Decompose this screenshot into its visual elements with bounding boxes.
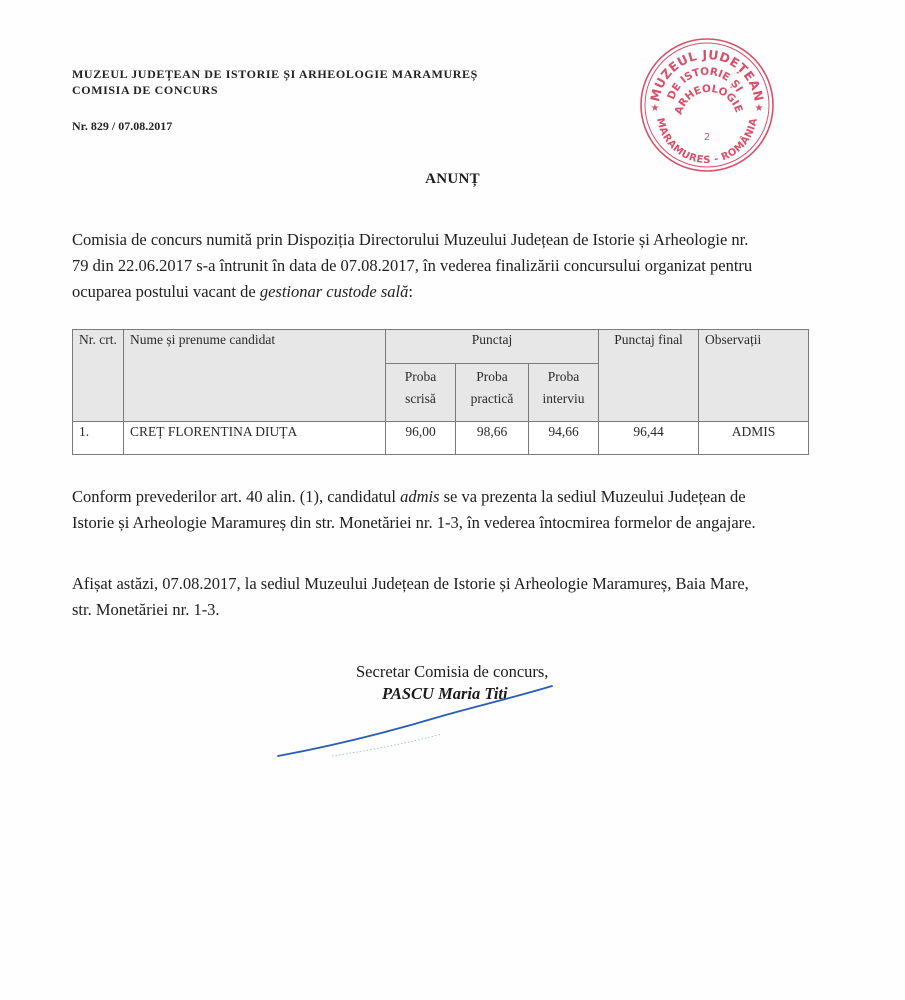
intro-line-3-text: ocuparea postului vacant de (72, 282, 260, 301)
svg-text:MARAMURES - ROMÂNIA: MARAMURES - ROMÂNIA (654, 116, 760, 166)
intro-line-3-colon: : (408, 282, 413, 301)
svg-text:DE ISTORIE ȘI: DE ISTORIE ȘI (665, 65, 745, 102)
admis-emphasis: admis (400, 487, 440, 506)
cell-proba-interviu: 94,66 (529, 422, 599, 455)
cell-nr: 1. (73, 422, 124, 455)
instructions-line-1-suffix: se va prezenta la sediul Muzeului Județean de (439, 487, 746, 506)
header-nr-crt: Nr. crt. (73, 330, 124, 422)
intro-line-3 (72, 279, 864, 305)
registration-number: Nr. 829 / 07.08.2017 (72, 119, 173, 133)
instructions-paragraph (72, 484, 864, 536)
svg-text:★: ★ (650, 103, 660, 114)
instructions-line-1-prefix: Conform prevederilor art. 40 alin. (1), candidatul (72, 487, 401, 506)
svg-text:ARHEOLOGIE: ARHEOLOGIE (672, 82, 745, 117)
cell-punctaj-final: 96,44 (599, 422, 699, 455)
intro-line-2: 79 din 22.06.2017 s-a întrunit în data de 07.08.2017, în vederea finalizării concursului organizat pentru (72, 256, 753, 275)
header-punctaj-final: Punctaj final (599, 330, 699, 422)
document-header (72, 66, 478, 98)
cell-observatii: ADMIS (699, 422, 809, 455)
committee-name: COMISIA DE CONCURS (72, 83, 219, 97)
header-punctaj: Punctaj (386, 330, 599, 364)
header-proba-scrisa: Proba scrisă (386, 364, 456, 422)
position-title: gestionar custode sală (259, 282, 409, 301)
header-proba-interviu: Proba interviu (529, 364, 599, 422)
institution-name: MUZEUL JUDEȚEAN DE ISTORIE ȘI ARHEOLOGIE MARAMUREȘ (72, 67, 478, 81)
instructions-line-1 (72, 484, 864, 510)
svg-text:MUZEUL JUDEȚEAN: MUZEUL JUDEȚEAN (647, 46, 767, 103)
header-candidate-name: Nume și prenume candidat (124, 330, 386, 422)
results-table-container (72, 329, 808, 455)
signature-role: Secretar Comisia de concurs, (356, 662, 549, 681)
cell-proba-scrisa: 96,00 (386, 422, 456, 455)
results-table (72, 329, 809, 455)
svg-text:★: ★ (754, 103, 764, 114)
cell-candidate-name: CREȚ FLORENTINA DIUȚA (124, 422, 386, 455)
intro-paragraph (72, 227, 864, 305)
instructions-line-2: Istorie și Arheologie Maramureș din str. Monetăriei nr. 1-3, în vederea întocmirea formelor de angajare. (72, 513, 756, 532)
header-proba-practica: Proba practică (456, 364, 529, 422)
posting-line-1: Afișat astăzi, 07.08.2017, la sediul Muzeului Județean de Istorie și Arheologie Maramureș, Baia Mare, (72, 574, 749, 593)
intro-line-1: Comisia de concurs numită prin Dispoziția Directorului Muzeului Județean de Istorie și Arheologie nr. (72, 230, 749, 249)
posting-line-2: str. Monetăriei nr. 1-3. (72, 600, 220, 619)
document-title: ANUNȚ (425, 171, 480, 187)
signature-name: PASCU Maria Titi (382, 684, 508, 703)
official-stamp-icon (637, 35, 777, 175)
svg-text:2: 2 (703, 132, 711, 143)
cell-proba-practica: 98,66 (456, 422, 529, 455)
table-row (73, 422, 809, 455)
header-observatii: Observații (699, 330, 809, 422)
handwritten-signature-icon (272, 676, 562, 766)
posting-paragraph (72, 571, 864, 623)
